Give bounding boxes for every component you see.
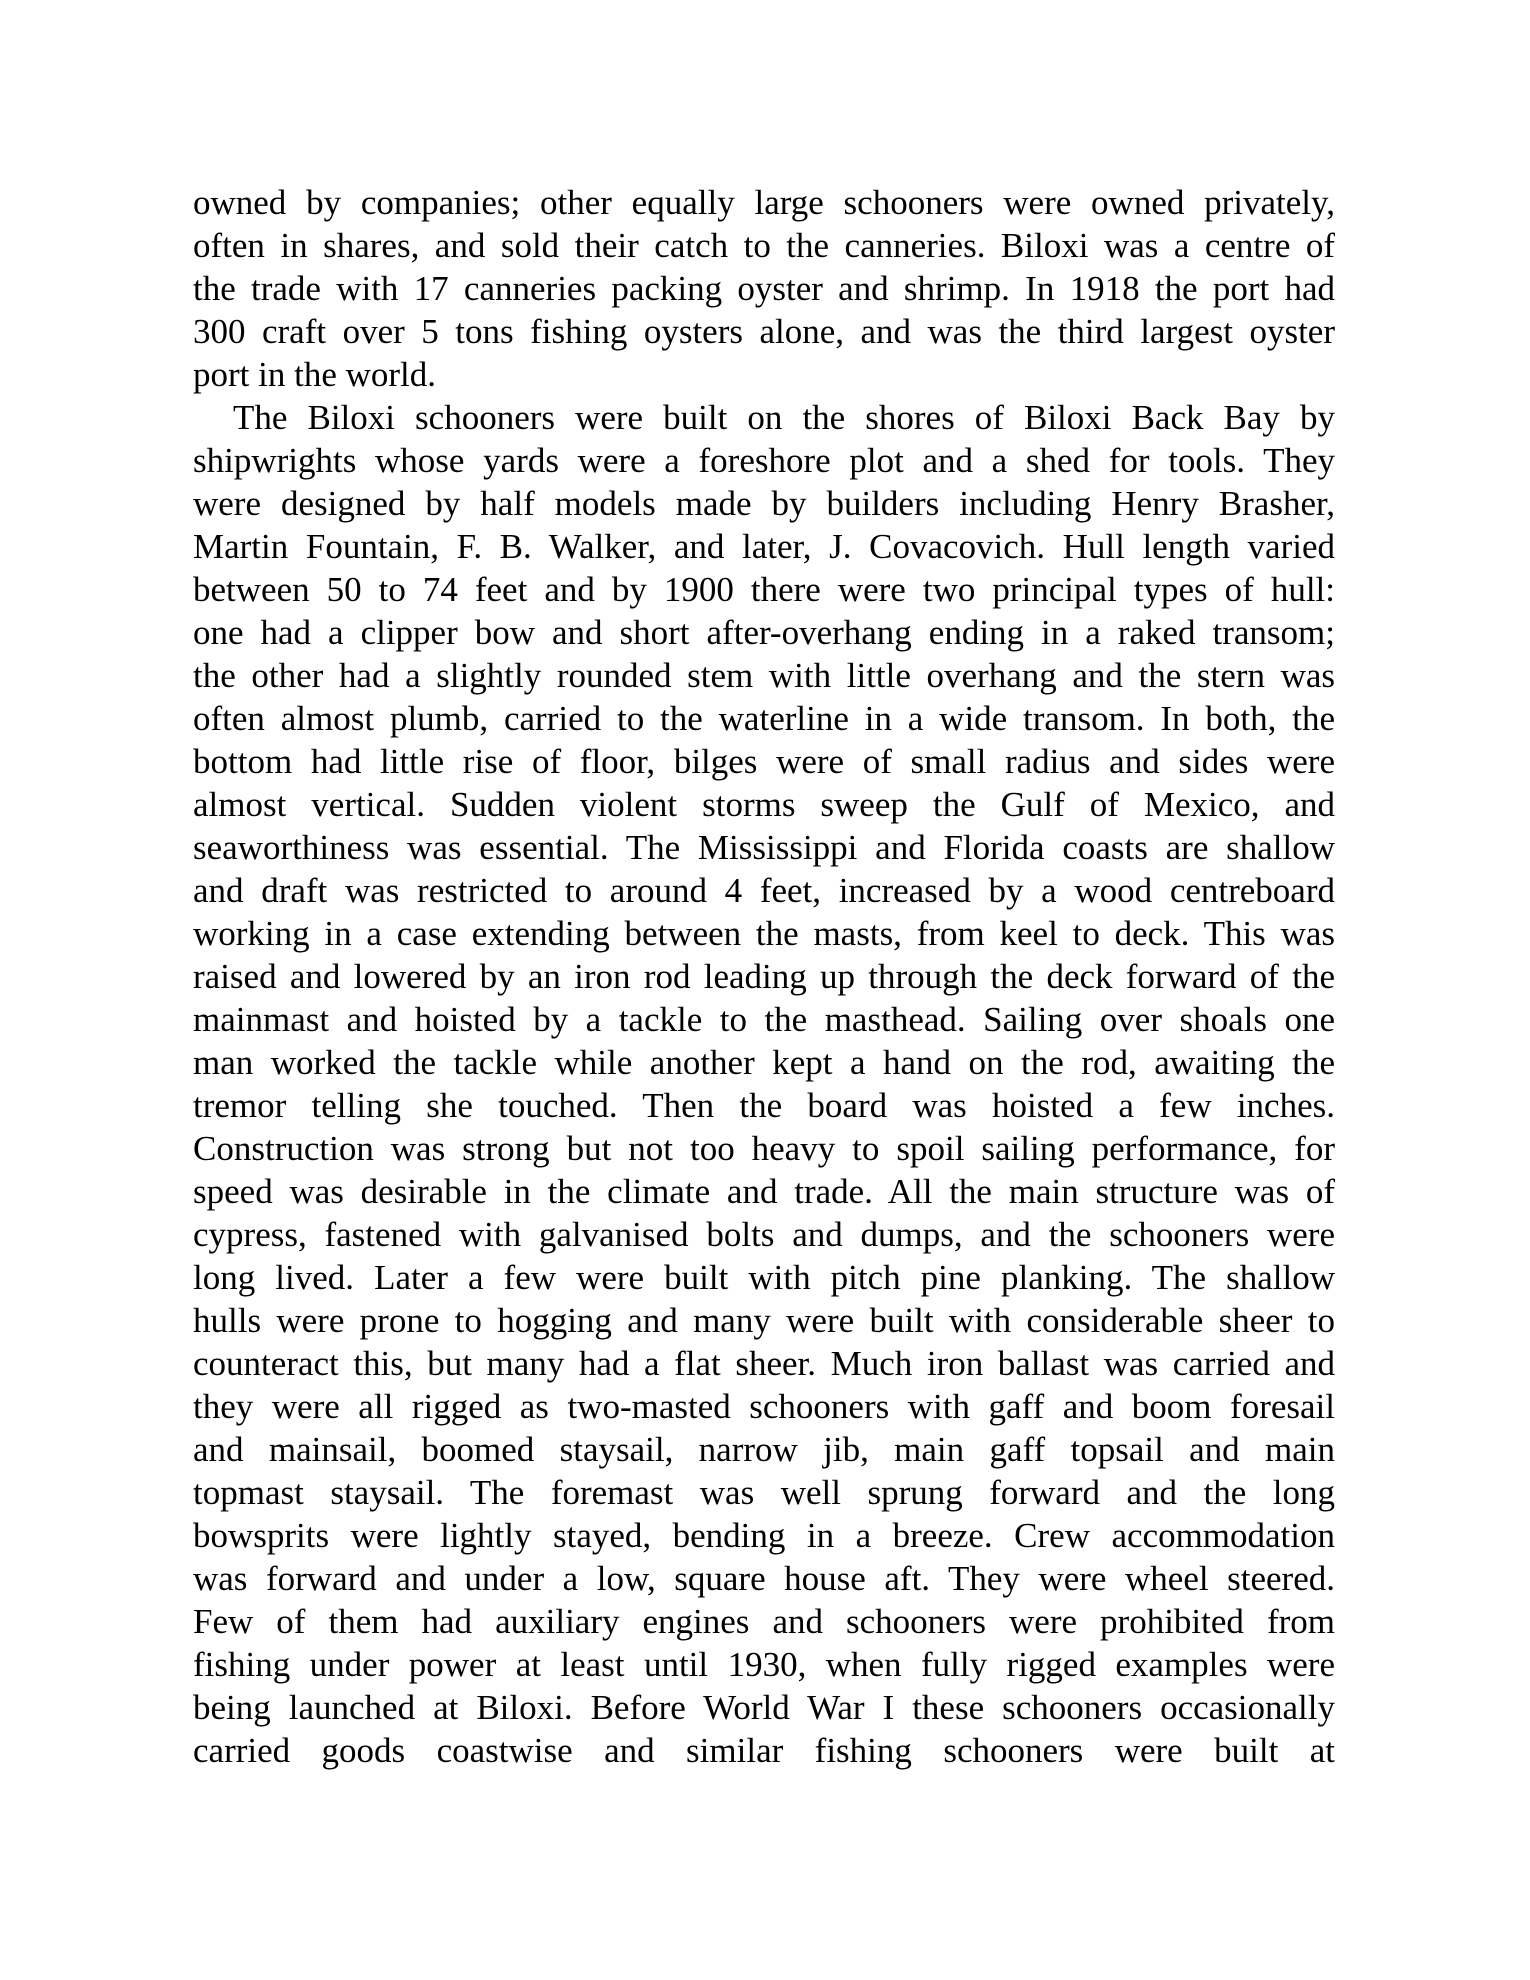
text-line: was forward and under a low, square house aft. They were wheel steered. [193,1559,1335,1598]
text-line: and draft was restricted to around 4 feet, increased by a wood centreboard [193,871,1335,910]
text-line: working in a case extending between the masts, from keel to deck. This was [193,914,1335,953]
text-line: speed was desirable in the climate and trade. All the main structure was of [193,1172,1335,1211]
text-line: Construction was strong but not too heavy to spoil sailing performance, for [193,1129,1335,1168]
text-line: owned by companies; other equally large schooners were owned privately, [193,183,1335,222]
text-line: cypress, fastened with galvanised bolts and dumps, and the schooners were [193,1215,1335,1254]
text-line: 300 craft over 5 tons fishing oysters alone, and was the third largest oyster [193,312,1335,351]
text-line: and mainsail, boomed staysail, narrow jib, main gaff topsail and main [193,1430,1335,1469]
text-line: topmast staysail. The foremast was well sprung forward and the long [193,1473,1335,1512]
text-line: Martin Fountain, F. B. Walker, and later, J. Covacovich. Hull length varied [193,527,1335,566]
text-line: seaworthiness was essential. The Mississippi and Florida coasts are shallow [193,828,1335,867]
text-line: the trade with 17 canneries packing oyster and shrimp. In 1918 the port had [193,269,1335,308]
text-block [193,181,1335,1772]
text-line: port in the world. [193,355,437,394]
text-line: mainmast and hoisted by a tackle to the masthead. Sailing over shoals one [193,1000,1335,1039]
text-line: bottom had little rise of floor, bilges were of small radius and sides were [193,742,1335,781]
text-line: often almost plumb, carried to the waterline in a wide transom. In both, the [193,699,1335,738]
paragraph [193,396,1335,1772]
text-line: bowsprits were lightly stayed, bending in a breeze. Crew accommodation [193,1516,1335,1555]
text-line: the other had a slightly rounded stem with little overhang and the stern was [193,656,1335,695]
text-line: being launched at Biloxi. Before World War I these schooners occasionally [193,1688,1335,1727]
text-line: often in shares, and sold their catch to the canneries. Biloxi was a centre of [193,226,1335,265]
text-line: fishing under power at least until 1930, when fully rigged examples were [193,1645,1335,1684]
text-line: they were all rigged as two-masted schooners with gaff and boom foresail [193,1387,1335,1426]
text-line: shipwrights whose yards were a foreshore plot and a shed for tools. They [193,441,1335,480]
text-line: tremor telling she touched. Then the board was hoisted a few inches. [193,1086,1335,1125]
text-line: counteract this, but many had a flat sheer. Much iron ballast was carried and [193,1344,1335,1383]
text-line: The Biloxi schooners were built on the shores of Biloxi Back Bay by [233,398,1335,437]
text-line: raised and lowered by an iron rod leading up through the deck forward of the [193,957,1335,996]
text-line: man worked the tackle while another kept a hand on the rod, awaiting the [193,1043,1335,1082]
text-line: hulls were prone to hogging and many were built with considerable sheer to [193,1301,1335,1340]
text-line: were designed by half models made by builders including Henry Brasher, [193,484,1335,523]
text-line: between 50 to 74 feet and by 1900 there were two principal types of hull: [193,570,1335,609]
text-line: almost vertical. Sudden violent storms sweep the Gulf of Mexico, and [193,785,1335,824]
text-line: one had a clipper bow and short after-overhang ending in a raked transom; [193,613,1335,652]
paragraph [193,181,1335,396]
text-line: Few of them had auxiliary engines and schooners were prohibited from [193,1602,1335,1641]
text-line: carried goods coastwise and similar fishing schooners were built at [193,1731,1335,1770]
text-line: long lived. Later a few were built with pitch pine planking. The shallow [193,1258,1335,1297]
